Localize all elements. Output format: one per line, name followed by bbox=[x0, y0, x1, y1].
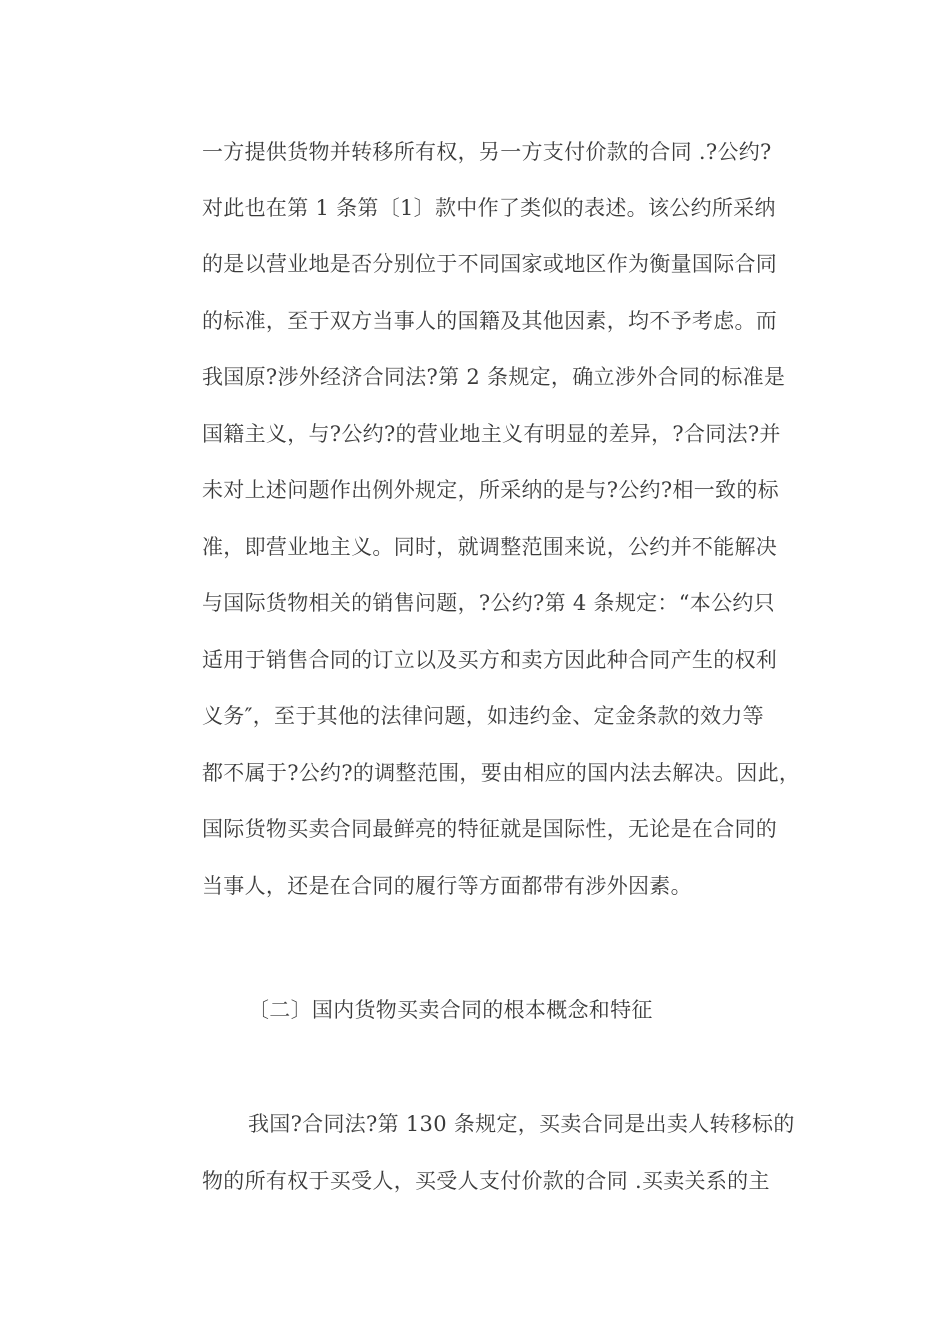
text-line: 物的所有权于买受人，买受人支付价款的合同 .买卖关系的主 bbox=[202, 1169, 770, 1193]
text-line: 对此也在第 1 条第〔1〕款中作了类似的表述。该公约所采纳 bbox=[202, 196, 776, 220]
text-line: 都不属于?公约?的调整范围，要由相应的国内法去解决。因此， bbox=[202, 761, 801, 785]
text-line: 适用于销售合同的订立以及买方和卖方因此种合同产生的权利 bbox=[202, 648, 778, 672]
section-heading: 〔二〕国内货物买卖合同的根本概念和特征 bbox=[248, 998, 653, 1022]
text-line: 我国原?涉外经济合同法?第 2 条规定，确立涉外合同的标准是 bbox=[202, 365, 786, 389]
text-line: 准，即营业地主义。同时，就调整范围来说，公约并不能解决 bbox=[202, 535, 778, 559]
text-line: 我国?合同法?第 130 条规定，买卖合同是出卖人转移标的 bbox=[248, 1112, 795, 1136]
text-line: 的标准，至于双方当事人的国籍及其他因素，均不予考虑。而 bbox=[202, 309, 778, 333]
text-line: 当事人，还是在合同的履行等方面都带有涉外因素。 bbox=[202, 874, 692, 898]
text-line: 一方提供货物并转移所有权，另一方支付价款的合同 .?公约? bbox=[202, 140, 772, 164]
text-line: 的是以营业地是否分别位于不同国家或地区作为衡量国际合同 bbox=[202, 252, 778, 276]
text-line: 义务″，至于其他的法律问题，如违约金、定金条款的效力等 bbox=[202, 704, 764, 728]
text-line: 未对上述问题作出例外规定，所采纳的是与?公约?相一致的标 bbox=[202, 478, 779, 502]
text-line: 国际货物买卖合同最鲜亮的特征就是国际性，无论是在合同的 bbox=[202, 817, 778, 841]
text-line: 国籍主义，与?公约?的营业地主义有明显的差异，?合同法?并 bbox=[202, 422, 781, 446]
text-line: 与国际货物相关的销售问题，?公约?第 4 条规定：“本公约只 bbox=[202, 591, 775, 615]
